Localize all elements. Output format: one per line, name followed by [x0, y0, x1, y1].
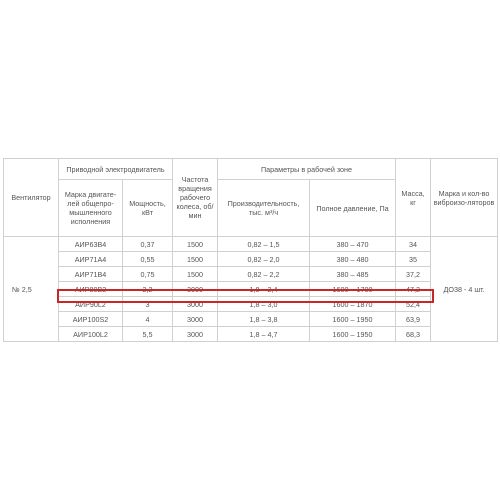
mass-cell: 47,2	[396, 282, 431, 297]
pressure-cell: 380 – 485	[310, 267, 396, 282]
table-row	[4, 267, 498, 282]
power-cell: 2,2	[123, 282, 173, 297]
productivity-cell: 0,82 – 2,0	[218, 252, 310, 267]
table-row	[4, 327, 498, 342]
power-cell: 5,5	[123, 327, 173, 342]
speed-cell: 1500	[173, 252, 218, 267]
mass-cell: 35	[396, 252, 431, 267]
speed-cell: 3000	[173, 297, 218, 312]
speed-cell: 3000	[173, 327, 218, 342]
pressure-cell: 1600 – 1950	[310, 327, 396, 342]
header-fan: Вентилятор	[4, 159, 59, 237]
header-productivity: Производительность, тыс. м³/ч	[218, 180, 310, 237]
mass-cell: 52,4	[396, 297, 431, 312]
power-cell: 0,55	[123, 252, 173, 267]
motor-cell: АИР80В2	[59, 282, 123, 297]
table-row	[4, 252, 498, 267]
speed-cell: 3000	[173, 282, 218, 297]
header-drive-group: Приводной электродвигатель	[59, 159, 173, 180]
table-row	[4, 312, 498, 327]
mass-cell: 63,9	[396, 312, 431, 327]
productivity-cell: 1,8 – 4,7	[218, 327, 310, 342]
header-power: Мощность, кВт	[123, 180, 173, 237]
motor-cell: АИР100L2	[59, 327, 123, 342]
header-pressure: Полное давление, Па	[310, 180, 396, 237]
table-row-highlighted	[4, 297, 498, 312]
power-cell: 0,37	[123, 237, 173, 252]
table-row	[4, 282, 498, 297]
motor-cell: АИР90L2	[59, 297, 123, 312]
speed-cell: 1500	[173, 267, 218, 282]
motor-cell: АИР100S2	[59, 312, 123, 327]
mass-cell: 68,3	[396, 327, 431, 342]
fan-spec-table	[3, 158, 498, 342]
pressure-cell: 1600 – 1950	[310, 312, 396, 327]
speed-cell: 3000	[173, 312, 218, 327]
mass-cell: 34	[396, 237, 431, 252]
power-cell: 3	[123, 297, 173, 312]
isolators-cell: ДО38 - 4 шт.	[431, 237, 498, 342]
motor-cell: АИР71А4	[59, 252, 123, 267]
pressure-cell: 1600 – 1870	[310, 297, 396, 312]
header-isolators: Марка и кол-во виброизо-ляторов	[431, 159, 498, 237]
table-row	[4, 237, 498, 252]
pressure-cell: 1600 – 1700	[310, 282, 396, 297]
motor-cell: АИР63В4	[59, 237, 123, 252]
productivity-cell: 1,8 – 3,0	[218, 297, 310, 312]
pressure-cell: 380 – 470	[310, 237, 396, 252]
productivity-cell: 1,8 – 3,8	[218, 312, 310, 327]
header-work-zone-group: Параметры в рабочей зоне	[218, 159, 396, 180]
power-cell: 0,75	[123, 267, 173, 282]
header-mass: Масса, кг	[396, 159, 431, 237]
power-cell: 4	[123, 312, 173, 327]
motor-cell: АИР71В4	[59, 267, 123, 282]
header-motor-brand: Марка двигате-лей общепро-мышленного исполнения	[59, 180, 123, 237]
productivity-cell: 1,8 – 2,4	[218, 282, 310, 297]
pressure-cell: 380 – 480	[310, 252, 396, 267]
mass-cell: 37,2	[396, 267, 431, 282]
fan-model-cell: № 2,5	[4, 237, 59, 342]
productivity-cell: 0,82 – 1,5	[218, 237, 310, 252]
header-speed: Частота вращения рабочего колеса, об/мин	[173, 159, 218, 237]
productivity-cell: 0,82 – 2,2	[218, 267, 310, 282]
speed-cell: 1500	[173, 237, 218, 252]
